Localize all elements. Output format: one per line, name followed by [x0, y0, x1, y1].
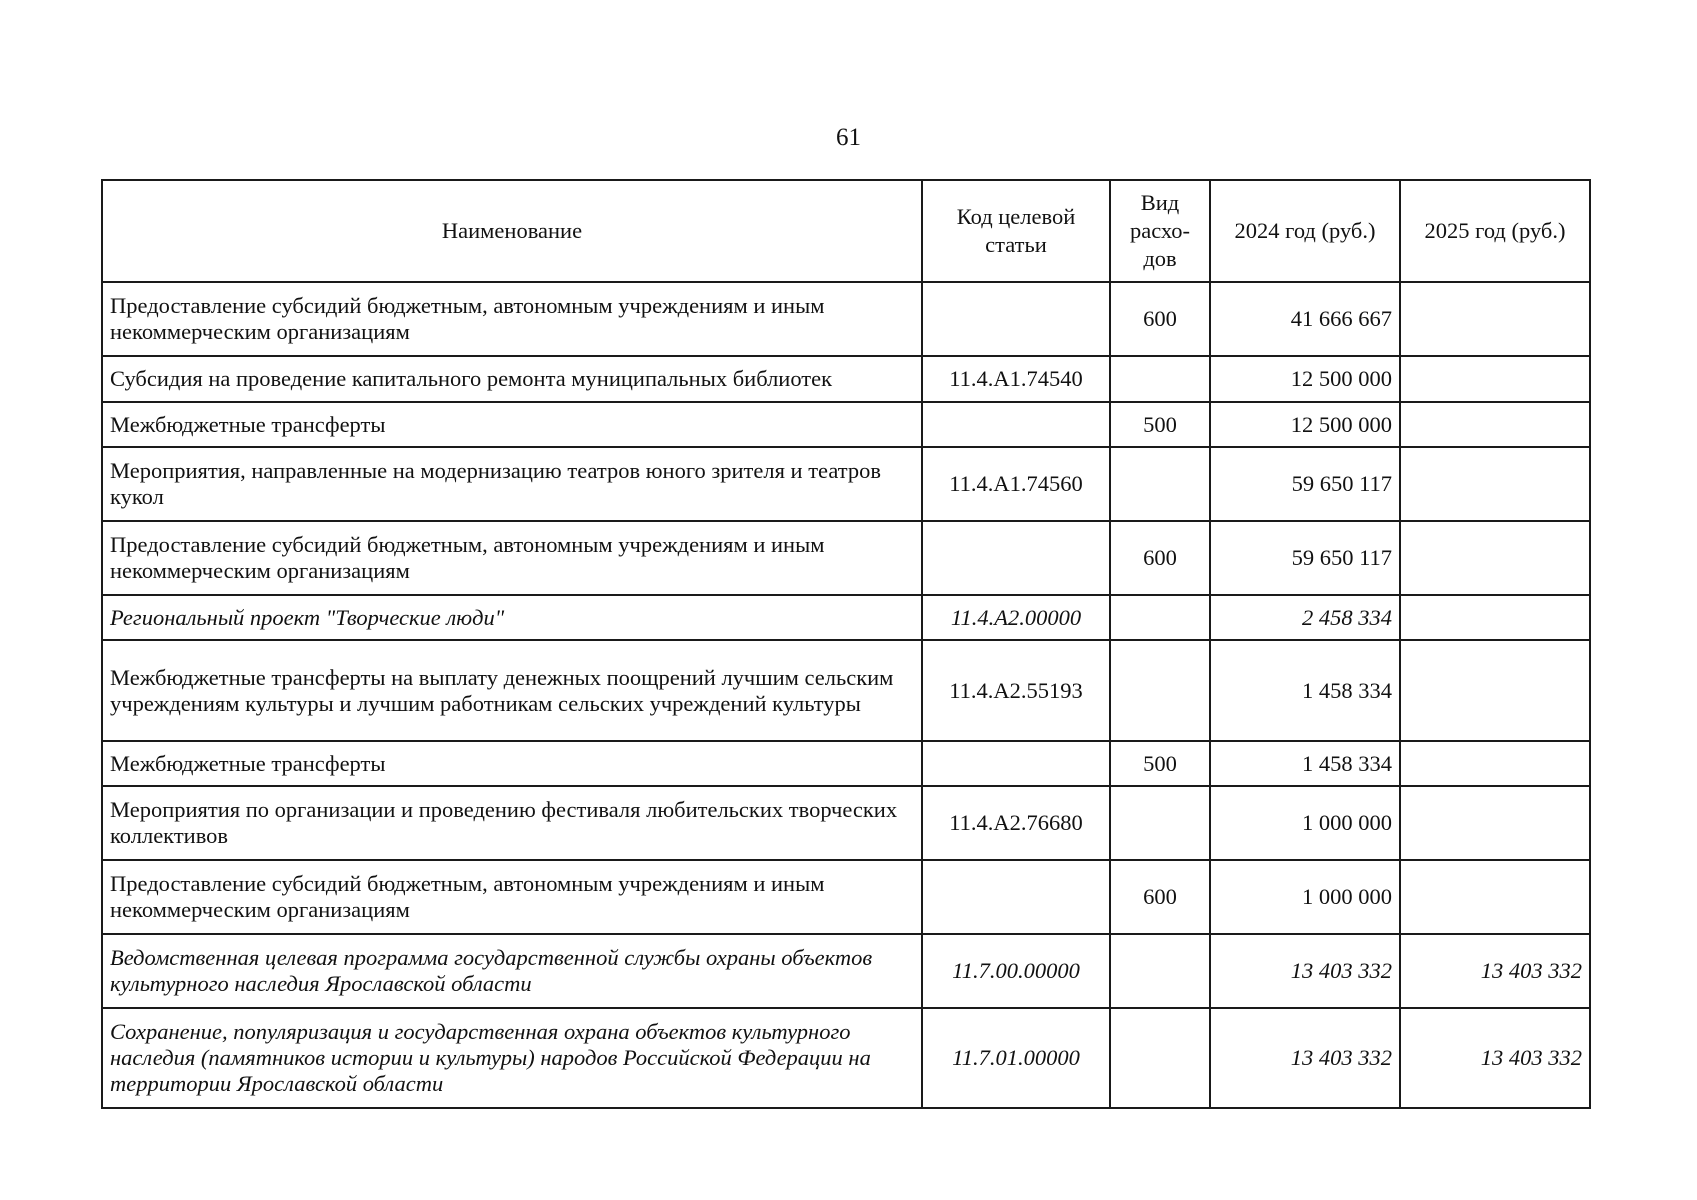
cell-type: 600: [1110, 282, 1210, 356]
cell-name: Региональный проект "Творческие люди": [102, 595, 922, 640]
cell-type: [1110, 786, 1210, 860]
cell-2024: 2 458 334: [1210, 595, 1400, 640]
header-2025: 2025 год (руб.): [1400, 180, 1590, 282]
page-number: 61: [836, 124, 861, 151]
cell-code: 11.4.A2.00000: [922, 595, 1110, 640]
cell-name: Предоставление субсидий бюджетным, автономным учреждениям и иным некоммерческим организациям: [102, 860, 922, 934]
cell-type: 600: [1110, 860, 1210, 934]
header-code: Код целевой статьи: [922, 180, 1110, 282]
cell-code: [922, 741, 1110, 786]
cell-code: [922, 521, 1110, 595]
table-row: [102, 860, 1590, 934]
cell-2024: 1 000 000: [1210, 860, 1400, 934]
cell-name: Мероприятия, направленные на модернизацию театров юного зрителя и театров кукол: [102, 447, 922, 521]
cell-2025: [1400, 640, 1590, 741]
cell-type: [1110, 356, 1210, 402]
cell-2025: 13 403 332: [1400, 934, 1590, 1008]
cell-2025: [1400, 860, 1590, 934]
cell-2025: [1400, 521, 1590, 595]
table-row: [102, 402, 1590, 447]
cell-type: 600: [1110, 521, 1210, 595]
table-row: [102, 282, 1590, 356]
table-row: [102, 521, 1590, 595]
cell-code: 11.4.A1.74560: [922, 447, 1110, 521]
cell-2025: [1400, 786, 1590, 860]
cell-name: Ведомственная целевая программа государственной службы охраны объектов культурного наследия Ярославской области: [102, 934, 922, 1008]
cell-name: Субсидия на проведение капитального ремонта муниципальных библиотек: [102, 356, 922, 402]
cell-2024: 41 666 667: [1210, 282, 1400, 356]
budget-table: [101, 179, 1591, 1109]
cell-2024: 13 403 332: [1210, 934, 1400, 1008]
cell-type: [1110, 1008, 1210, 1108]
cell-name: Предоставление субсидий бюджетным, автономным учреждениям и иным некоммерческим организациям: [102, 282, 922, 356]
cell-2024: 1 000 000: [1210, 786, 1400, 860]
cell-type: [1110, 447, 1210, 521]
cell-code: 11.7.01.00000: [922, 1008, 1110, 1108]
cell-2025: 13 403 332: [1400, 1008, 1590, 1108]
cell-type: [1110, 595, 1210, 640]
cell-2024: 12 500 000: [1210, 402, 1400, 447]
cell-name: Межбюджетные трансферты: [102, 741, 922, 786]
header-2024: 2024 год (руб.): [1210, 180, 1400, 282]
cell-2025: [1400, 447, 1590, 521]
table-row: [102, 741, 1590, 786]
cell-code: [922, 282, 1110, 356]
table-row: [102, 640, 1590, 741]
cell-name: Сохранение, популяризация и государственная охрана объектов культурного наследия (памятников истории и культуры) народов Российской Федерации на территории Ярославской области: [102, 1008, 922, 1108]
cell-2025: [1400, 741, 1590, 786]
cell-type: 500: [1110, 741, 1210, 786]
cell-name: Межбюджетные трансферты: [102, 402, 922, 447]
cell-code: [922, 402, 1110, 447]
cell-2025: [1400, 356, 1590, 402]
cell-type: 500: [1110, 402, 1210, 447]
table-row: [102, 447, 1590, 521]
cell-code: [922, 860, 1110, 934]
table-header-row: [102, 180, 1590, 282]
cell-2024: 1 458 334: [1210, 741, 1400, 786]
cell-name: Межбюджетные трансферты на выплату денежных поощрений лучшим сельским учреждениям культуры и лучшим работникам сельских учреждений культуры: [102, 640, 922, 741]
table-row: [102, 595, 1590, 640]
cell-2025: [1400, 595, 1590, 640]
cell-code: 11.4.A1.74540: [922, 356, 1110, 402]
table-row: [102, 356, 1590, 402]
cell-type: [1110, 934, 1210, 1008]
cell-2025: [1400, 282, 1590, 356]
cell-2024: 59 650 117: [1210, 447, 1400, 521]
cell-type: [1110, 640, 1210, 741]
cell-2024: 13 403 332: [1210, 1008, 1400, 1108]
cell-code: 11.7.00.00000: [922, 934, 1110, 1008]
cell-2025: [1400, 402, 1590, 447]
header-type: Вид расхо-дов: [1110, 180, 1210, 282]
cell-2024: 1 458 334: [1210, 640, 1400, 741]
cell-name: Мероприятия по организации и проведению фестиваля любительских творческих коллективов: [102, 786, 922, 860]
table-row: [102, 1008, 1590, 1108]
cell-2024: 59 650 117: [1210, 521, 1400, 595]
cell-name: Предоставление субсидий бюджетным, автономным учреждениям и иным некоммерческим организациям: [102, 521, 922, 595]
table-row: [102, 934, 1590, 1008]
header-name: Наименование: [102, 180, 922, 282]
cell-code: 11.4.A2.76680: [922, 786, 1110, 860]
cell-code: 11.4.A2.55193: [922, 640, 1110, 741]
table-row: [102, 786, 1590, 860]
cell-2024: 12 500 000: [1210, 356, 1400, 402]
